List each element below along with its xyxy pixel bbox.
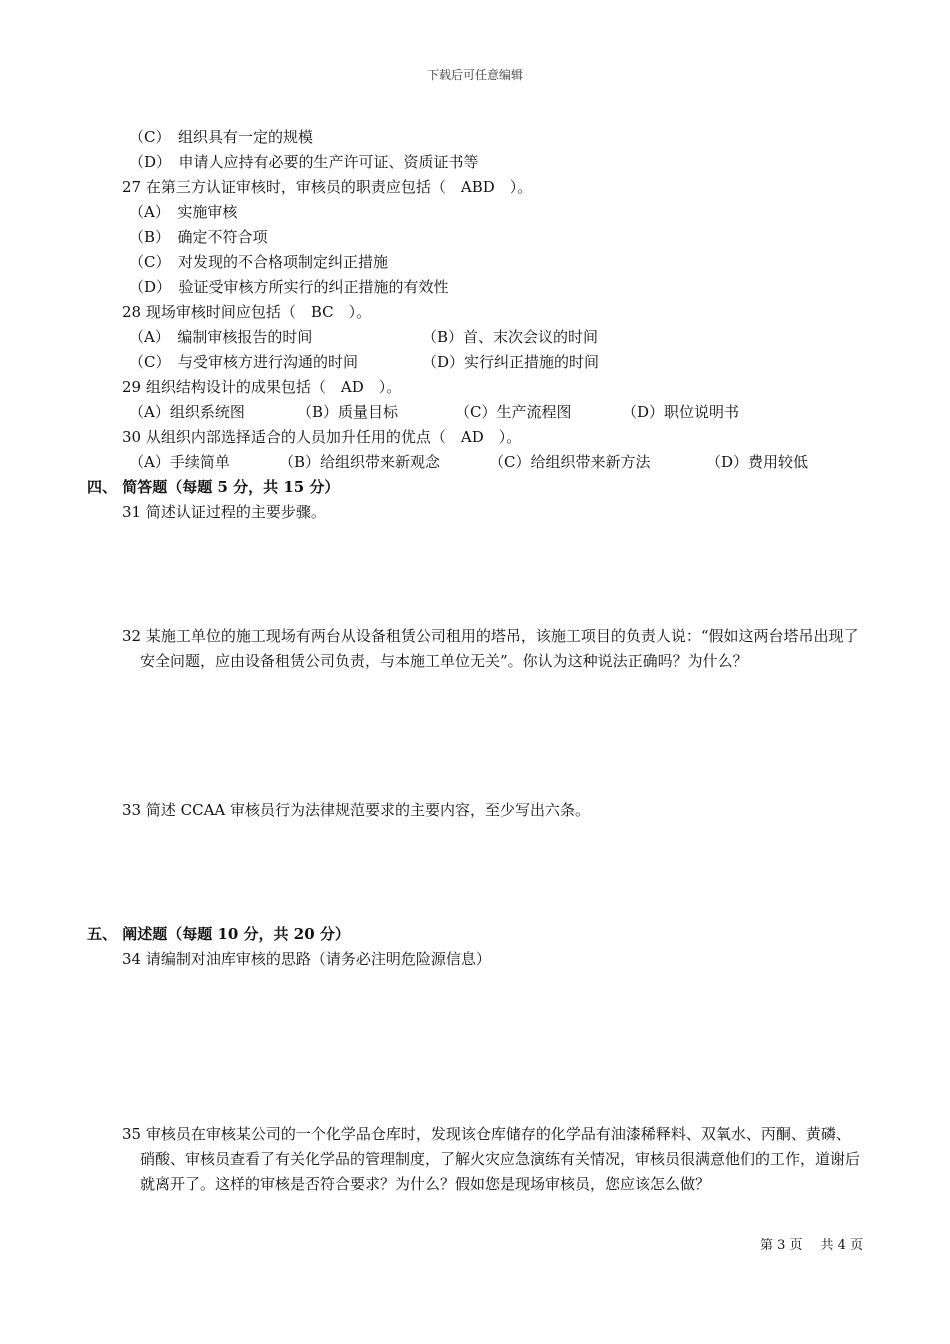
q30-stem: 30 从组织内部选择适合的人员加升任用的优点（ AD ）。	[122, 428, 522, 446]
q35-text: 35 审核员在审核某公司的一个化学品仓库时，发现该仓库储存的化学品有油漆稀释料、双氧水、丙酮、黄磷、硝酸、审核员查看了有关化学品的管理制度，了解火灾应急演练有关情况，审核员很满意他们的工作，道谢后就离开了。这样的审核是否符合要求？为什么？假如您是现场审核员，您应该怎么做？	[122, 1125, 861, 1193]
q30-option-a: （A）手续简单	[129, 453, 230, 471]
q33-text: 33 简述 CCAA 审核员行为法律规范要求的主要内容，至少写出六条。	[122, 801, 591, 819]
q26-option-d: （D） 申请人应持有必要的生产许可证、资质证书等	[129, 153, 479, 171]
q28-options-row-1	[129, 327, 829, 347]
q29-option-a: （A）组织系统图	[129, 403, 245, 421]
q30-options-row	[129, 452, 829, 472]
q29-stem: 29 组织结构设计的成果包括（ AD ）。	[122, 378, 402, 396]
q30-option-d: （D）费用较低	[706, 453, 809, 471]
section-4-title: 四、 简答题（每题 5 分，共 15 分）	[87, 478, 340, 496]
q27-option-c: （C） 对发现的不合格项制定纠正措施	[129, 253, 388, 271]
footer-page-number: 第 3 页	[760, 1238, 803, 1253]
q28-stem: 28 现场审核时间应包括（ BC ）。	[122, 303, 372, 321]
q28-options-row-2	[129, 352, 829, 372]
q29-option-b: （B）质量目标	[297, 403, 399, 421]
q34-text: 34 请编制对油库审核的思路（请务必注明危险源信息）	[122, 950, 491, 968]
q28-option-b: （B）首、末次会议的时间	[422, 328, 599, 346]
footer-total-pages: 共 4 页	[820, 1238, 864, 1253]
q29-option-d: （D）职位说明书	[622, 403, 740, 421]
q28-option-a: （A） 编制审核报告的时间	[129, 328, 313, 346]
q31-text: 31 简述认证过程的主要步骤。	[122, 503, 326, 521]
q32-text: 32 某施工单位的施工现场有两台从设备租赁公司租用的塔吊，该施工项目的负责人说：“假如这两台塔吊出现了安全问题，应由设备租赁公司负责，与本施工单位无关”。你认为这种说法正确吗？为什么？	[122, 627, 859, 670]
q30-option-c: （C）给组织带来新方法	[489, 453, 651, 471]
q27-stem: 27 在第三方认证审核时，审核员的职责应包括（ ABD ）。	[122, 178, 533, 196]
q29-options-row	[129, 402, 829, 422]
q28-option-d: （D）实行纠正措施的时间	[422, 353, 600, 371]
page-header-note: 下载后可任意编辑	[426, 68, 523, 82]
q29-option-c: （C）生产流程图	[455, 403, 572, 421]
q27-option-a: （A） 实施审核	[129, 203, 238, 221]
q27-option-b: （B） 确定不符合项	[129, 228, 268, 246]
q28-option-c: （C） 与受审核方进行沟通的时间	[129, 353, 358, 371]
q27-option-d: （D） 验证受审核方所实行的纠正措施的有效性	[129, 278, 449, 296]
section-5-title: 五、 阐述题（每题 10 分，共 20 分）	[87, 925, 350, 943]
q30-option-b: （B）给组织带来新观念	[279, 453, 441, 471]
page-footer	[760, 1234, 881, 1253]
q26-option-c: （C） 组织具有一定的规模	[129, 128, 313, 146]
